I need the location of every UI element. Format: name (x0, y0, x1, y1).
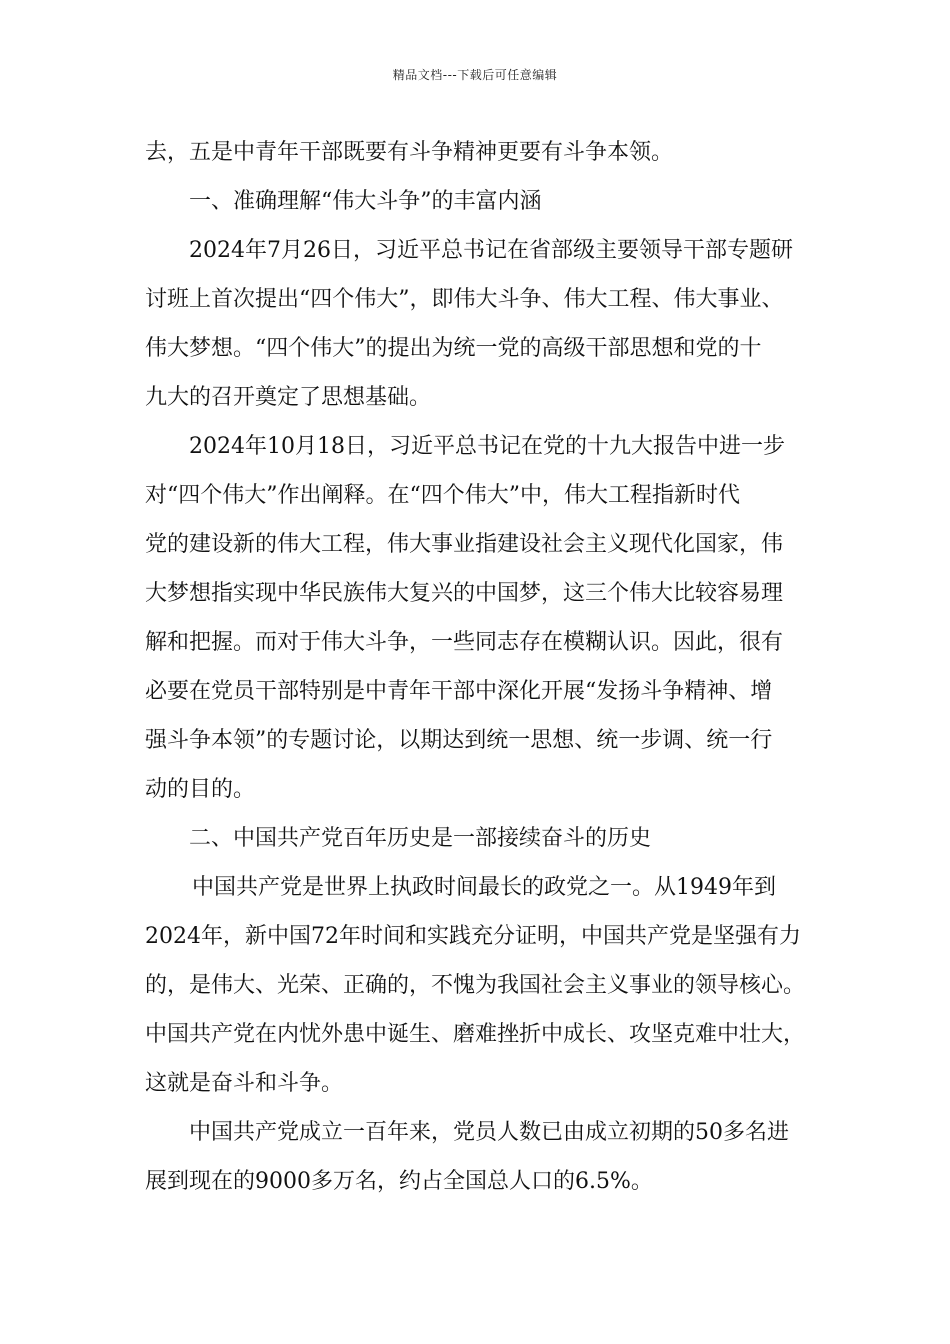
text-line: 2024年，新中国72年时间和实践充分证明，中国共产党是坚强有力 (145, 924, 801, 949)
page-header: 精品文档---下载后可任意编辑 (392, 68, 558, 82)
document-body (145, 128, 810, 1206)
text-line: 伟大梦想。“四个伟大”的提出为统一党的高级干部思想和党的十 (145, 336, 762, 361)
text-line: 去，五是中青年干部既要有斗争精神更要有斗争本领。 (145, 140, 674, 165)
text-line: 中国共产党在内忧外患中诞生、磨难挫折中成长、攻坚克难中壮大， (145, 1022, 806, 1047)
text-line: 强斗争本领”的专题讨论，以期达到统一思想、统一步调、统一行 (145, 728, 773, 753)
text-line: 展到现在的9000多万名，约占全国总人口的6.5%。 (145, 1169, 653, 1194)
text-line: 必要在党员干部特别是中青年干部中深化开展“发扬斗争精神、增 (145, 679, 773, 704)
text-line: 对“四个伟大”作出阐释。在“四个伟大”中，伟大工程指新时代 (145, 483, 740, 508)
text-line: 中国共产党成立一百年来，党员人数已由成立初期的50多名进 (189, 1120, 789, 1145)
text-line: 讨班上首次提出“四个伟大”，即伟大斗争、伟大工程、伟大事业、 (145, 287, 784, 312)
text-line: 九大的召开奠定了思想基础。 (145, 385, 432, 410)
text-line: 党的建设新的伟大工程，伟大事业指建设社会主义现代化国家，伟 (145, 532, 784, 557)
text-line: 中国共产党是世界上执政时间最长的政党之一。从1949年到 (192, 875, 776, 900)
section-heading: 二、中国共产党百年历史是一部接续奋斗的历史 (189, 826, 652, 851)
text-line: 2024年7月26日，习近平总书记在省部级主要领导干部专题研 (189, 238, 793, 263)
text-line: 大梦想指实现中华民族伟大复兴的中国梦，这三个伟大比较容易理 (145, 581, 784, 606)
text-line: 的，是伟大、光荣、正确的，不愧为我国社会主义事业的领导核心。 (145, 973, 806, 998)
text-line: 动的目的。 (145, 777, 256, 802)
text-line: 这就是奋斗和斗争。 (145, 1071, 344, 1096)
text-line: 解和把握。而对于伟大斗争，一些同志存在模糊认识。因此，很有 (145, 630, 784, 655)
section-heading: 一、准确理解“伟大斗争”的丰富内涵 (189, 189, 542, 214)
text-line: 2024年10月18日，习近平总书记在党的十九大报告中进一步 (189, 434, 785, 459)
